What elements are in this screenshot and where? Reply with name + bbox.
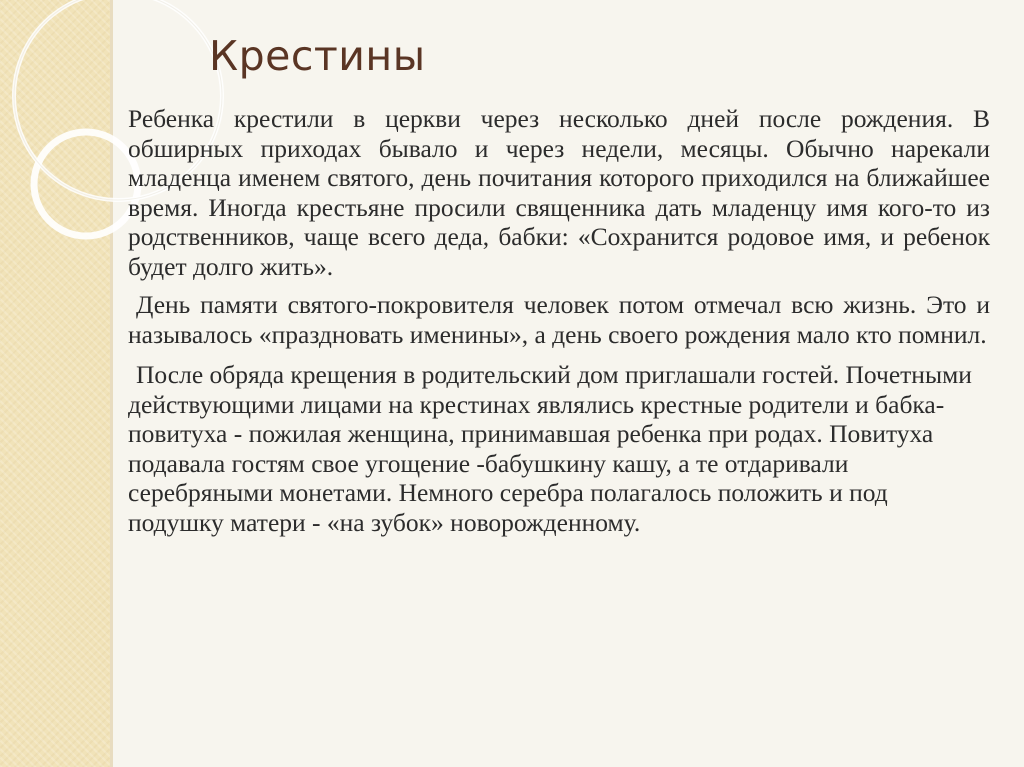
- decorative-circle-inner: [34, 132, 138, 236]
- paragraph-celebration: После обряда крещения в родительский дом приглашали гостей. Почетными действующими лицами на крестинах являлись крестные родители и бабка-повитуха - пожилая женщина, принимавшая ребенка при родах. Повитуха подавала гостям свое угощение -бабушкину кашу, а те отдаривали серебряными монетами. Немного серебра полагалось положить и под подушку матери - «на зубок» новорожденному.: [128, 360, 972, 537]
- paragraph-baptism: Ребенка крестили в церкви через несколько дней после рождения. В обширных приходах бывало и через недели, месяцы. Обычно нарекали младенца именем святого, день почитания которого приходился на ближайшее время. Иногда крестьяне просили священника дать младенцу имя кого-то из родственников, чаще всего деда, бабки: «Сохранится родовое имя, и ребенок будет долго жить».: [128, 104, 990, 281]
- slide-body: [128, 104, 990, 537]
- paragraph-name-day: День памяти святого-покровителя человек потом отмечал всю жизнь. Это и называлось «праздновать именины», а день своего рождения мало кто помнил.: [128, 290, 990, 349]
- slide-title: Крестины: [209, 32, 426, 80]
